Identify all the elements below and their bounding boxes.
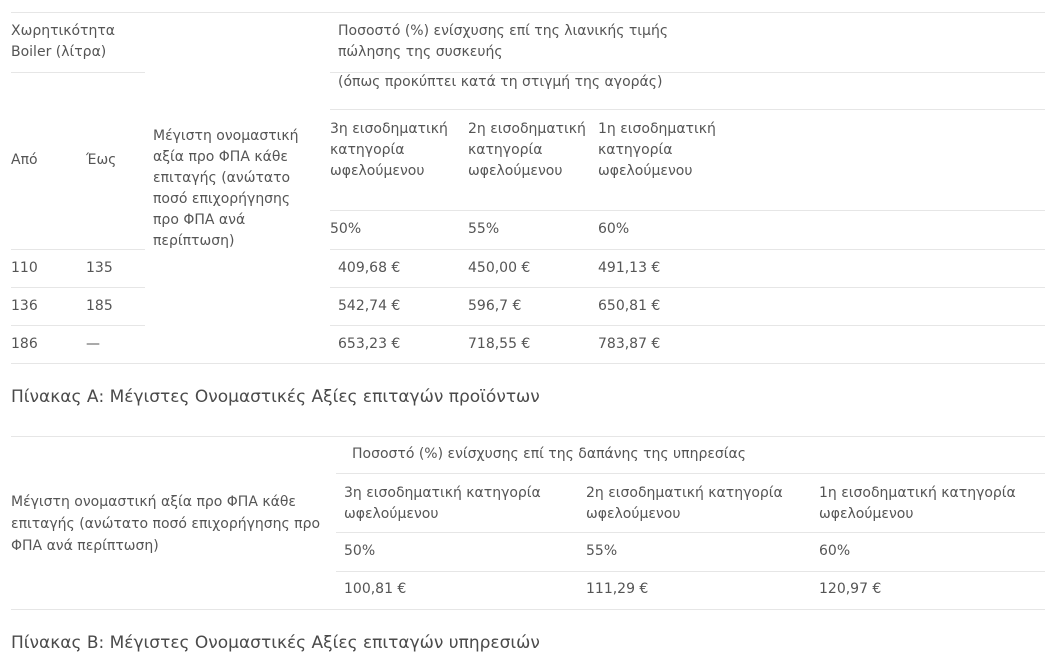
max-value-header: Μέγιστη ονομαστική αξία προ ΦΠΑ κάθε επιταγής (ανώτατο ποσό επιχορήγησης προ ΦΠΑ ανά περίπτωση) xyxy=(153,128,299,249)
service-category-2-percent: 55% xyxy=(586,543,618,559)
row-value-cat2: 718,55 € xyxy=(468,336,531,352)
service-category-3-label: 3η εισοδηματική κατηγορία ωφελούμενου xyxy=(344,485,541,522)
service-category-1-label: 1η εισοδηματική κατηγορία ωφελούμενου xyxy=(819,485,1016,522)
table-a-rule-fromto xyxy=(11,249,145,250)
row-value-cat2: 450,00 € xyxy=(468,260,531,276)
table-a-rule-capacity xyxy=(11,72,145,73)
row-value-cat3: 409,68 € xyxy=(338,260,401,276)
table-b-rule-top xyxy=(11,436,1045,437)
row-from: 136 xyxy=(11,298,38,314)
table-a-rule-percents xyxy=(330,249,1045,250)
row-to: — xyxy=(86,336,100,352)
category-2-label: 2η εισοδηματική κατηγορία ωφελούμενου xyxy=(468,121,586,179)
category-1-percent: 60% xyxy=(598,221,630,237)
row-from: 110 xyxy=(11,260,38,276)
table-b-rule-percents xyxy=(336,571,1045,572)
table-b-caption: Πίνακας Β: Μέγιστες Ονομαστικές Αξίες επιταγών υπηρεσιών xyxy=(11,633,540,653)
service-category-3-percent: 50% xyxy=(344,543,376,559)
category-3-percent: 50% xyxy=(330,221,362,237)
row-value-cat1: 783,87 € xyxy=(598,336,661,352)
table-a-rule-row2-left xyxy=(11,325,145,326)
service-percent-header: Ποσοστό (%) ενίσχυσης επί της δαπάνης της υπηρεσίας xyxy=(352,446,746,462)
table-a-rule-row2-right xyxy=(330,325,1045,326)
table-a-rule-row1-right xyxy=(330,287,1045,288)
table-a-rule-row1-left xyxy=(11,287,145,288)
category-3-label: 3η εισοδηματική κατηγορία ωφελούμενου xyxy=(330,121,448,179)
service-category-2-label: 2η εισοδηματική κατηγορία ωφελούμενου xyxy=(586,485,783,522)
service-max-value-header: Μέγιστη ονομαστική αξία προ ΦΠΑ κάθε επιταγής (ανώτατο ποσό επιχορήγησης προ ΦΠΑ ανά περίπτωση) xyxy=(11,494,321,554)
table-a-rule-subheader xyxy=(330,109,1045,110)
service-category-1-percent: 60% xyxy=(819,543,851,559)
row-to: 135 xyxy=(86,260,113,276)
table-a-rule-categories xyxy=(330,210,1045,211)
to-header: Έως xyxy=(86,152,117,168)
table-b-rule-percent-header xyxy=(336,473,1045,474)
row-to: 185 xyxy=(86,298,113,314)
from-header: Από xyxy=(11,152,38,168)
percent-header: Ποσοστό (%) ενίσχυσης επί της λιανικής τιμής πώλησης της συσκευής xyxy=(338,23,669,60)
percent-subheader: (όπως προκύπτει κατά τη στιγμή της αγοράς) xyxy=(338,74,663,90)
row-value-cat3: 542,74 € xyxy=(338,298,401,314)
capacity-header: Χωρητικότητα Boiler (λίτρα) xyxy=(11,23,116,60)
service-value-cat3: 100,81 € xyxy=(344,581,407,597)
row-value-cat1: 650,81 € xyxy=(598,298,661,314)
table-a-rule-top xyxy=(11,12,1045,13)
table-a-caption: Πίνακας Α: Μέγιστες Ονομαστικές Αξίες επιταγών προϊόντων xyxy=(11,387,540,407)
row-value-cat1: 491,13 € xyxy=(598,260,661,276)
category-1-label: 1η εισοδηματική κατηγορία ωφελούμενου xyxy=(598,121,716,179)
table-a-rule-bottom xyxy=(11,363,1045,364)
row-value-cat2: 596,7 € xyxy=(468,298,522,314)
service-value-cat2: 111,29 € xyxy=(586,581,649,597)
row-value-cat3: 653,23 € xyxy=(338,336,401,352)
row-from: 186 xyxy=(11,336,38,352)
service-value-cat1: 120,97 € xyxy=(819,581,882,597)
category-2-percent: 55% xyxy=(468,221,500,237)
table-b-rule-bottom xyxy=(11,609,1045,610)
table-b-rule-categories xyxy=(336,532,1045,533)
